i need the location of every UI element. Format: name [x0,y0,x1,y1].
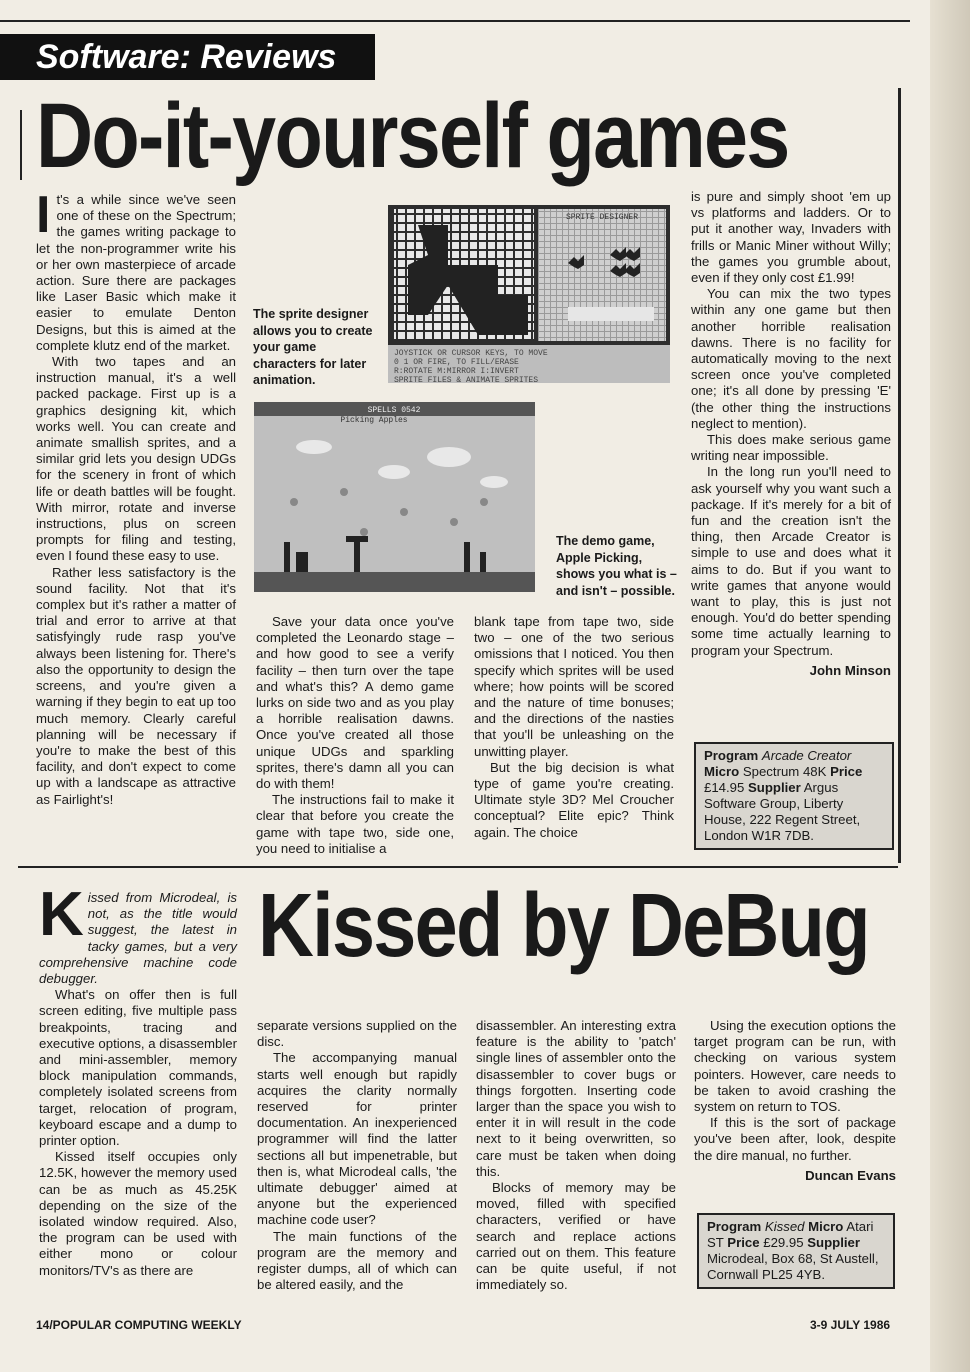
game-status: SPELLS 0542 [367,406,421,415]
article1-col3-para-1: blank tape from tape two, side two – one of the two serious omissions that I noticed. You then specify which sprites will be used where; how points will be scored and the nature of time bonuses; and the directions of the nasties that you'll be unleashing on the unwitting player. [474,614,674,759]
dropcap: I [36,186,51,244]
article2-column-4 [694,1018,896,1184]
article2-col3-para-1: disassembler. An interesting extra feature is the ability to 'patch' single lines of assembler onto the disassembler to cover bugs or things forgotten. Inserting code larger than the space you wish to enter it in will result in the code next to it being overwritten, so care must be taken when doing this. [476,1018,676,1179]
caption-demo-game: The demo game, Apple Picking, shows you what is – and isn't – possible. [556,534,677,598]
article2-col3-para-2: Blocks of memory may be moved, filled with specified characters, verified or have search and replace actions carried out on them. This feature can be quite useful, if not immediately so. [476,1180,676,1293]
article1-column-4 [691,189,891,679]
program-name: Kissed [764,1219,805,1234]
screen-instruction-1: JOYSTICK OR CURSOR KEYS, TO MOVE [394,349,548,358]
article1-column-1 [36,186,236,808]
left-rule [20,110,22,180]
article2-author: Duncan Evans [805,1167,896,1183]
program-name: Arcade Creator [761,748,852,763]
article1-col3-para-2: But the big decision is what type of game you're creating. Ultimate style 3D? Mel Croucher conceptual? Elite epic? Think again. The choice [474,759,674,840]
article1-headline: Do-it-yourself games [36,85,789,187]
article1-column-3 [474,614,674,841]
article2-para-1: Kissed from Microdeal, is not, as the title would suggest, the latest in tacky games, but a very comprehensive machine code debugger. [39,880,237,987]
article2-column-3 [476,1018,676,1293]
page-edge-shadow [930,0,970,1372]
top-rule [0,20,910,22]
article1-para-3: Rather less satisfactory is the sound facility. Not that it's complex but it's rather a matter of trial and error to arrive at that satisfyingly rude rasp you've always been listening for. There's also the opportunity to design the screens, and you're given a warning if they begin to eat up too much memory. Clearly careful planning will be necessary if you're to make the best of this facility, and don't expect to come up with a landscape as attractive as Fairlight's! [36,564,236,807]
article1-para-1: It's a while since we've seen one of these on the Spectrum; the games writing package to let the non-programmer write his or her own masterpiece of arcade action. Sure there are packages like Laser Basic which make it easier to emulate Denton Designs, but this is aimed at the complete klutz end of the market. [36,186,236,353]
footer-page-label: 14/POPULAR COMPUTING WEEKLY [36,1318,242,1332]
article1-col4-para-3: This does make serious game writing near impossible. [691,432,891,464]
apple-picking-screenshot [254,402,535,592]
right-rule [898,88,901,863]
article1-col4-para-1: is pure and simply shoot 'em up vs platforms and ladders. Or to put it another way, Invaders with frills or Manic Miner without Willy; the games you grumble about, even if they only cost £1.99! [691,189,891,286]
article1-col2-para-1: Save your data once you've completed the Leonardo stage – and how good to see a verify facility – then turn over the tape and what's this? A demo game lurks on side two and as you play a horrible realisation dawns. Once you've created all those unique UDGs and sparkling sprites, there's damn all you can do with them! [256,614,454,792]
article2-col4-para-1: Using the execution options the target program can be run, with checking on various system pointers. However, care needs to be taken to avoid crashing the system on return to TOS. [694,1018,896,1115]
article2-headline: Kissed by DeBug [258,876,869,976]
footer-date: 3-9 JULY 1986 [810,1318,891,1332]
article1-infobox: Program Arcade Creator Micro Spectrum 48K Price £14.95 Supplier Argus Software Group, Liberty House, 222 Regent Street, London W1R 7DB. [694,742,894,850]
article1-col2-para-2: The instructions fail to make it clear that before you create the game with tape two, side one, you need to initialise a [256,792,454,856]
article1-para-2: With two tapes and an instruction manual, it's a well packed package. First up is a graphics designing kit, which works well. You can create and animate smallish sprites, and a similar grid lets you design UDGs for the scenery in front of which life or death battles will be fought. With mirror, rotate and inverse instructions, plus on screen prompts for filing and testing, even I found these easy to use. [36,354,236,564]
article2-col4-para-2: If this is the sort of package you've been after, look, despite the dire manual, no further. [694,1115,896,1163]
article1-col4-para-4: In the long run you'll need to ask yourself why you want such a package. If it's merely for a bit of fun and the creation isn't the thing, then Arcade Creator is simple to use and does what it aims to do. But if you want to write games that anyone would want to play, this is just not enough. You'd do better spending some time actually learning to program your Spectrum. [691,464,891,658]
article1-author: John Minson [809,662,891,678]
sprite-designer-screenshot [388,205,670,383]
screen-instruction-3: R:ROTATE M:MIRROR I:INVERT [394,367,519,376]
screen-instruction-2: 0 1 OR FIRE, TO FILL/ERASE [394,358,519,367]
screen-instruction-4: SPRITE FILES & ANIMATE SPRITES [394,376,539,383]
article2-col2-para-3: The main functions of the program are the memory and register dumps, all of which can be altered easily, and the [257,1228,457,1293]
article2-column-1 [39,880,237,1279]
apple-picking-graphic [254,402,535,592]
sprite-designer-title: SPRITE DESIGNER [565,213,639,222]
section-tag: Software: Reviews [0,34,375,80]
caption-sprite-designer: The sprite designer allows you to create your game characters for later animation. [253,307,373,387]
article2-para-3: Kissed itself occupies only 12.5K, however the memory used can be as much as 45.25K depending on the size of the isolated window required. Also, the program can be used with either mono or colour monitors/TV's as there are [39,1149,237,1278]
article2-col2-para-2: The accompanying manual starts well enough but rapidly acquires the clarity normally reserved for printer documentation. An inexperienced programmer will find the latter sections all but impenetrable, but then is, what Microdeal calls, 'the ultimate debugger' aimed at anyone but the experienced machine code user? [257,1050,457,1228]
article2-para-2: What's on offer then is full screen editing, five multiple pass breakpoints, tracing and executive options, a disassembler and mini-assembler, memory block manipulation commands, completely isolated screens from target, relocation of program, keyboard escape and a dump to printer option. [39,987,237,1149]
dropcap: K [39,880,84,949]
article-divider [18,866,898,868]
sprite-designer-graphic [388,205,670,383]
article2-column-2 [257,1018,457,1293]
article2-infobox: Program Kissed Micro Atari ST Price £29.95 Supplier Microdeal, Box 68, St Austell, Cornwall PL25 4YB. [697,1213,895,1289]
game-subtitle: Picking Apples [340,416,408,425]
article1-col4-para-2: You can mix the two types within any one game but then another horrible realisation dawns. There is no facility for automatically moving to the next screen once you've completed one; it's all done by pressing 'E' (the other thing the instructions neglect to mention). [691,286,891,431]
article2-col2-para-1: separate versions supplied on the disc. [257,1018,457,1050]
article1-column-2 [256,614,454,857]
